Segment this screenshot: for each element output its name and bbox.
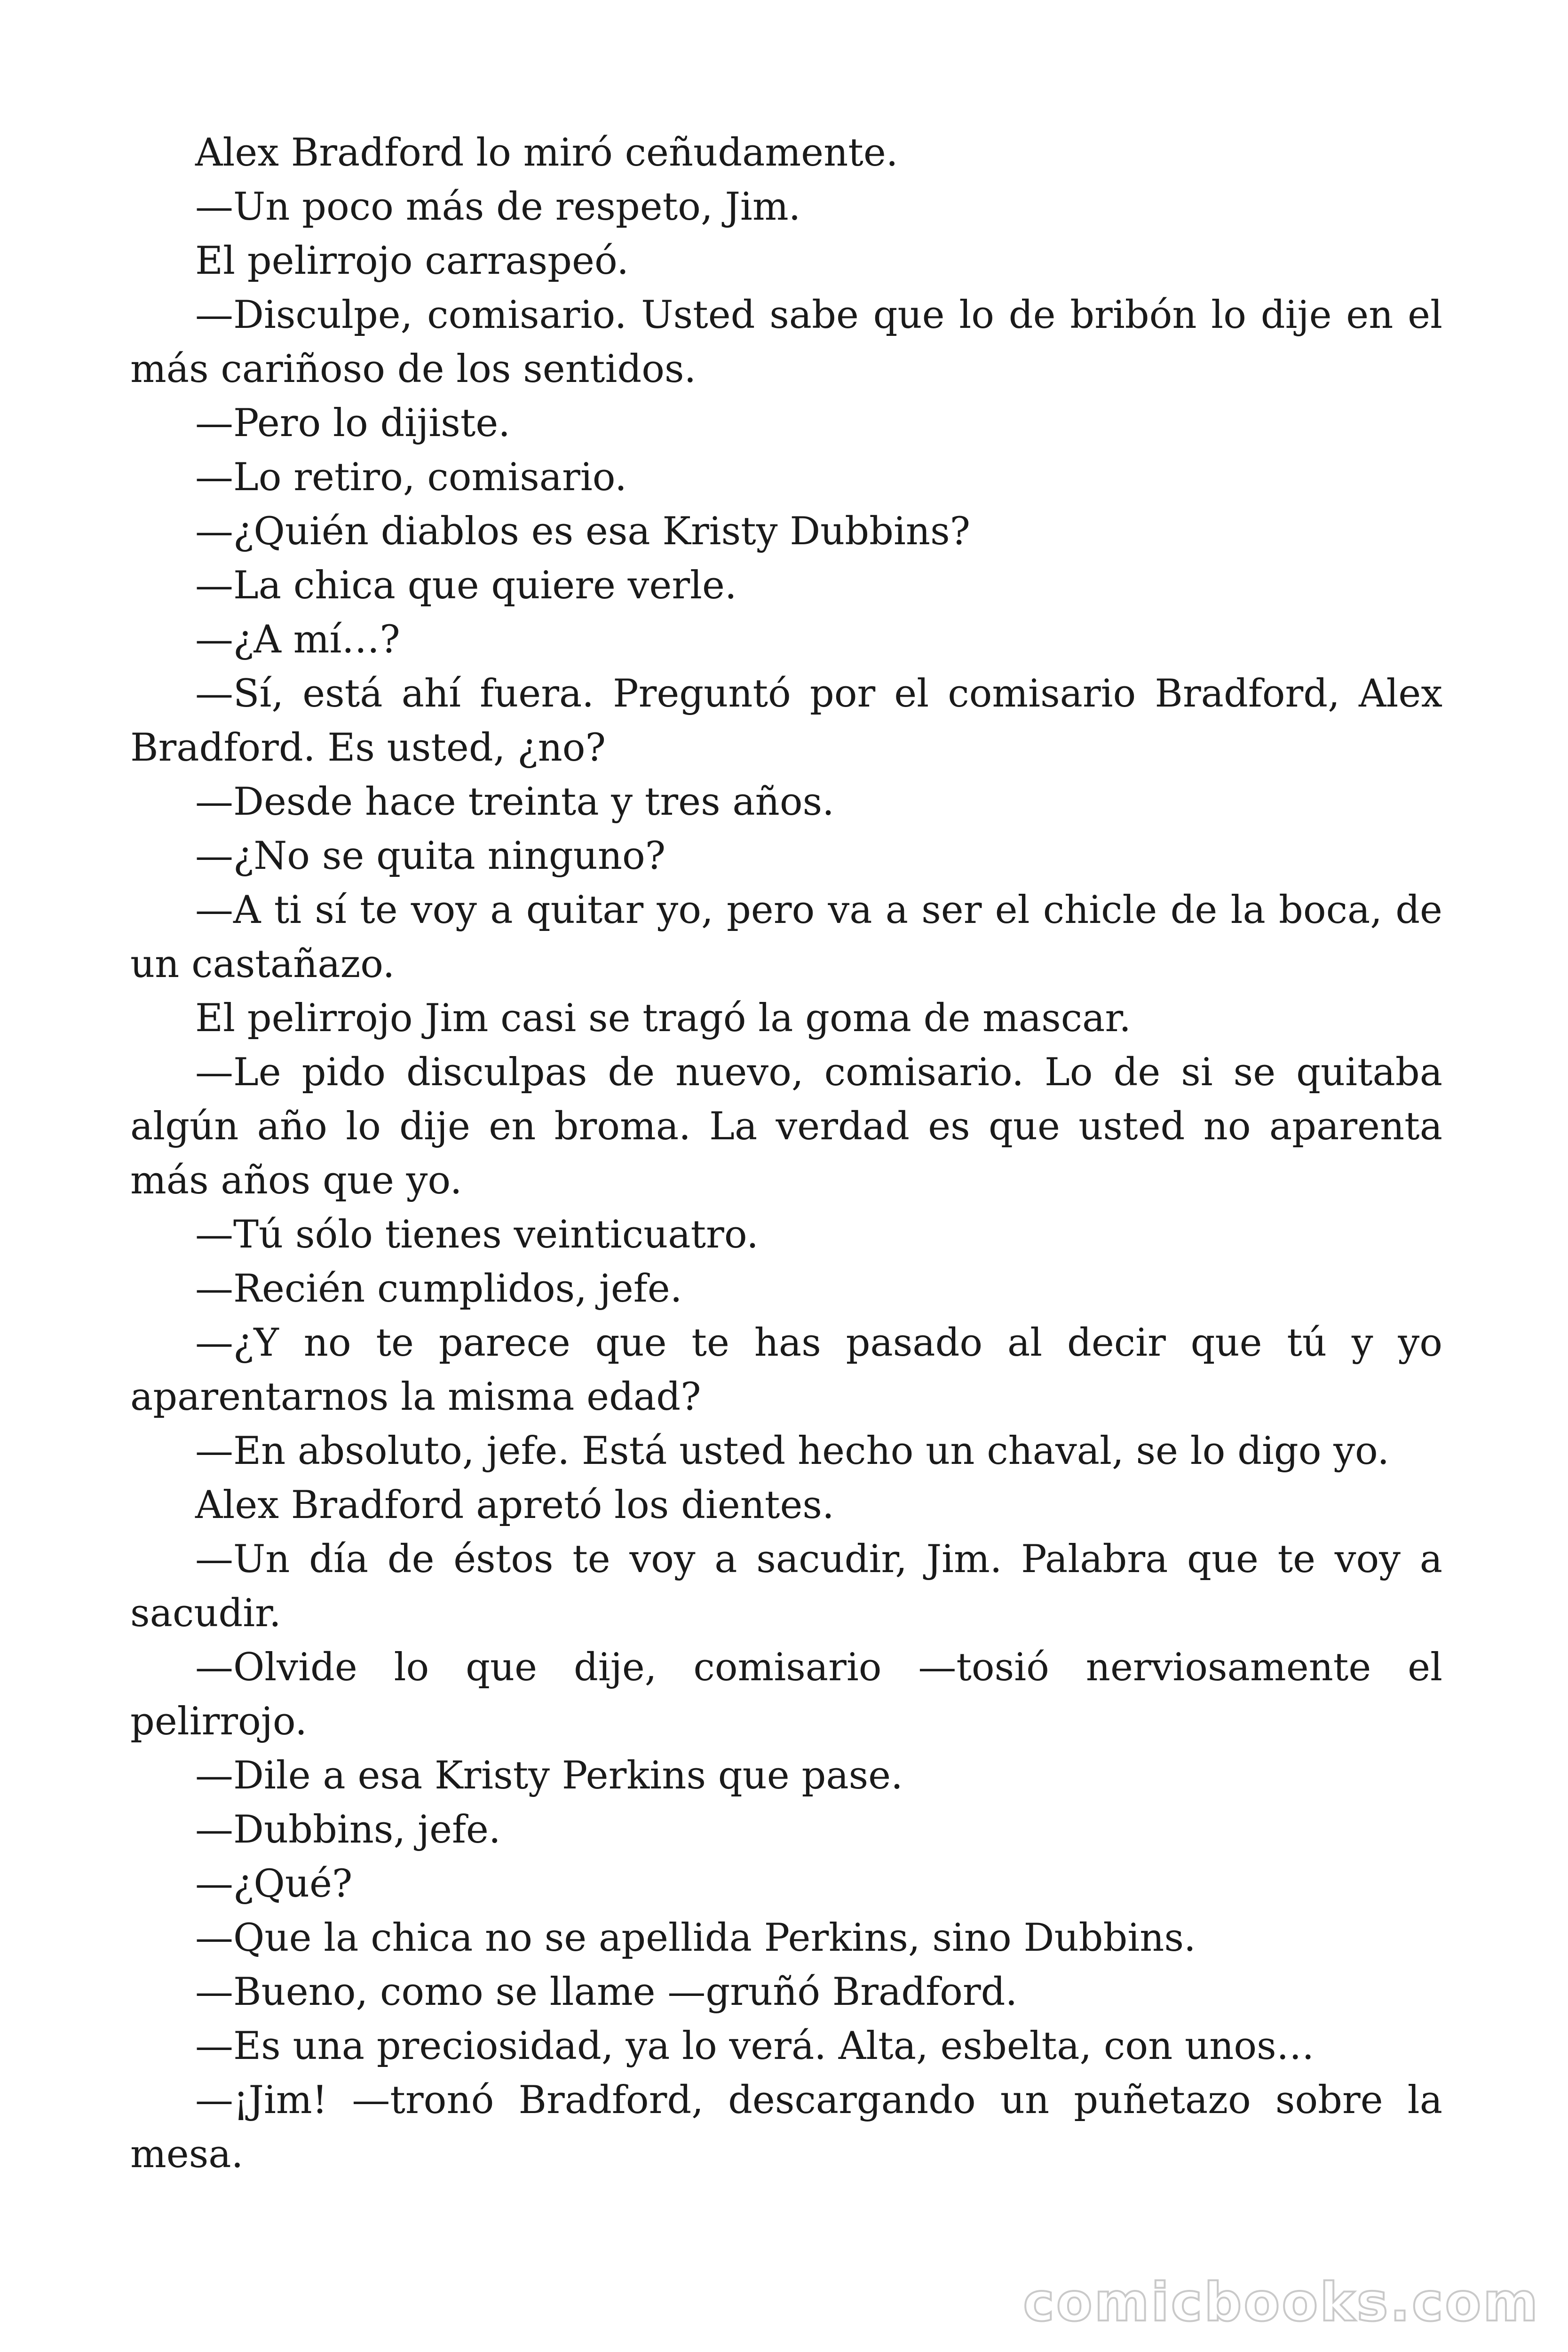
paragraph: —¿Qué? — [195, 1862, 353, 1906]
paragraph: —Le pido disculpas de nuevo, comisario. Lo de si se quitaba algún año lo dije en broma. La verdad es que usted no aparenta más años que yo. — [130, 1050, 1442, 1203]
paragraph: —Bueno, como se llame —gruñó Bradford. — [195, 1970, 1018, 2014]
paragraph: —La chica que quiere verle. — [195, 564, 737, 608]
paragraph: Alex Bradford apretó los dientes. — [195, 1483, 834, 1527]
watermark: comicbooks.com — [1023, 2272, 1540, 2333]
paragraph: —Recién cumplidos, jefe. — [195, 1267, 682, 1311]
paragraph: —Dile a esa Kristy Perkins que pase. — [195, 1754, 903, 1798]
paragraph: Alex Bradford lo miró ceñudamente. — [195, 131, 898, 175]
paragraph: El pelirrojo carraspeó. — [195, 239, 629, 283]
paragraph: —Lo retiro, comisario. — [195, 455, 627, 500]
paragraph: —Tú sólo tienes veinticuatro. — [195, 1213, 759, 1257]
paragraph: —¿Y no te parece que te has pasado al decir que tú y yo aparentarnos la misma edad? — [130, 1321, 1442, 1419]
paragraph: —En absoluto, jefe. Está usted hecho un chaval, se lo digo yo. — [195, 1429, 1390, 1473]
paragraph: —Olvide lo que dije, comisario —tosió nerviosamente el pelirrojo. — [130, 1645, 1442, 1744]
paragraph: —¿A mí…? — [195, 618, 400, 662]
paragraph: —Disculpe, comisario. Usted sabe que lo de bribón lo dije en el más cariñoso de los sentidos. — [130, 293, 1442, 391]
paragraph: El pelirrojo Jim casi se tragó la goma de mascar. — [195, 996, 1132, 1041]
paragraph: —Es una preciosidad, ya lo verá. Alta, esbelta, con unos… — [195, 2024, 1315, 2068]
paragraph: —Desde hace treinta y tres años. — [195, 780, 834, 824]
paragraph: —¿No se quita ninguno? — [195, 834, 666, 878]
paragraph: —Un poco más de respeto, Jim. — [195, 185, 801, 229]
paragraph: —Pero lo dijiste. — [195, 401, 511, 445]
body-text — [130, 126, 1442, 2182]
paragraph: —A ti sí te voy a quitar yo, pero va a ser el chicle de la boca, de un castañazo. — [130, 888, 1442, 986]
paragraph: —¿Quién diablos es esa Kristy Dubbins? — [195, 509, 971, 554]
paragraph: —Dubbins, jefe. — [195, 1808, 501, 1852]
paragraph: —Sí, está ahí fuera. Preguntó por el comisario Bradford, Alex Bradford. Es usted, ¿no? — [130, 672, 1442, 770]
paragraph: —Un día de éstos te voy a sacudir, Jim. Palabra que te voy a sacudir. — [130, 1537, 1442, 1636]
paragraph: —Que la chica no se apellida Perkins, sino Dubbins. — [195, 1916, 1196, 1960]
paragraph: —¡Jim! —tronó Bradford, descargando un puñetazo sobre la mesa. — [130, 2078, 1442, 2177]
